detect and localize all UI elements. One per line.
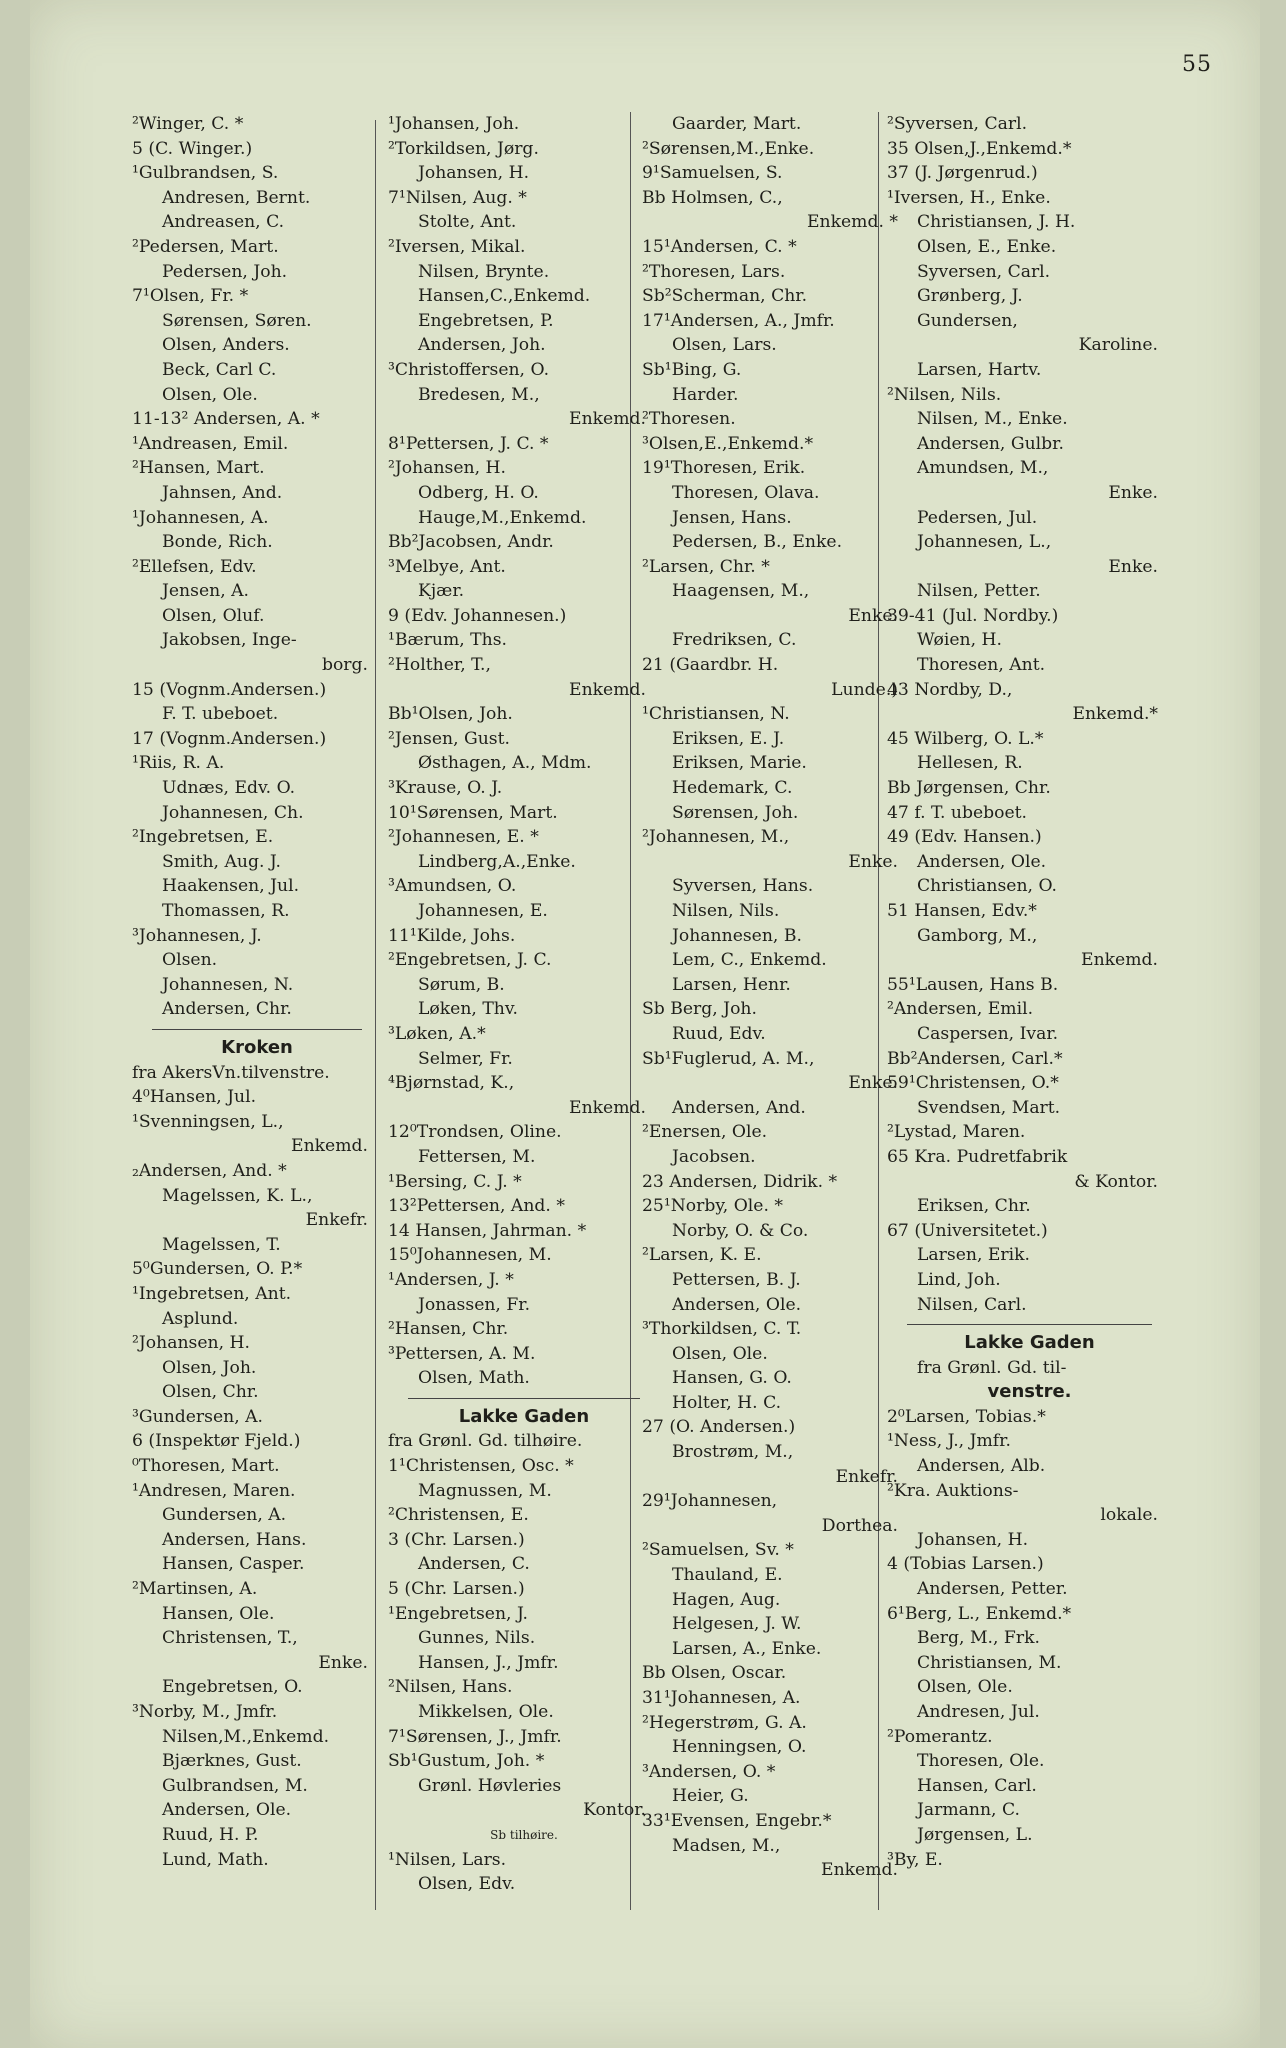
- directory-entry: Selmer, Fr.: [418, 1048, 513, 1069]
- directory-entry: Engebretsen, P.: [418, 310, 554, 331]
- directory-entry: Lund, Math.: [162, 1849, 269, 1870]
- directory-entry: ³Pettersen, A. M.: [388, 1343, 536, 1364]
- directory-entry: ²Hansen, Chr.: [388, 1319, 509, 1340]
- directory-entry: Hauge,M.,Enkemd.: [418, 507, 587, 528]
- directory-entry: Andresen, Bernt.: [162, 187, 311, 208]
- directory-entry: ²Johansen, H.: [132, 1333, 250, 1354]
- directory-entry: ²Pedersen, Mart.: [132, 236, 279, 257]
- directory-entry: Larsen, Henr.: [672, 974, 791, 995]
- directory-entry: Gulbrandsen, M.: [162, 1775, 308, 1796]
- directory-entry: ⁰Thoresen, Mart.: [132, 1456, 280, 1477]
- directory-entry: ¹Christiansen, N.: [642, 704, 790, 725]
- directory-entry: Johansen, H.: [917, 1529, 1029, 1550]
- directory-entry: Christiansen, O.: [917, 876, 1058, 897]
- directory-entry: Olsen, Joh.: [162, 1357, 257, 1378]
- directory-entry: Harder.: [672, 384, 739, 405]
- directory-entry: & Kontor.: [1074, 1171, 1158, 1192]
- directory-entry: Andersen, And.: [672, 1097, 806, 1118]
- directory-entry: 37 (J. Jørgenrud.): [887, 163, 1038, 184]
- directory-entry: Andersen, C.: [418, 1554, 530, 1575]
- directory-entry: fra Grønl. Gd. til-: [917, 1357, 1067, 1378]
- directory-entry: ¹Nilsen, Lars.: [388, 1849, 507, 1870]
- directory-entry: 12⁰Trondsen, Oline.: [388, 1122, 562, 1143]
- directory-entry: Henningsen, O.: [672, 1737, 807, 1758]
- directory-entry: Lindberg,A.,Enke.: [418, 851, 576, 872]
- directory-entry: Sørensen, Søren.: [162, 310, 312, 331]
- directory-entry: Enkefr.: [835, 1466, 898, 1487]
- directory-entry: Kjær.: [418, 581, 465, 602]
- directory-entry: Jakobsen, Inge-: [162, 630, 297, 651]
- directory-entry: 5 (Chr. Larsen.): [388, 1579, 525, 1600]
- directory-entry: ¹Bersing, C. J. *: [388, 1171, 522, 1192]
- directory-entry: 25¹Norby, Ole. *: [642, 1196, 783, 1217]
- directory-entry: ³Amundsen, O.: [388, 876, 517, 897]
- directory-entry: 17 (Vognm.Andersen.): [132, 728, 327, 749]
- directory-entry: ³Olsen,E.,Enkemd.*: [642, 433, 814, 454]
- directory-entry: ³By, E.: [887, 1849, 943, 1870]
- section-divider: [887, 1317, 1172, 1331]
- directory-entry: ⁴Bjørnstad, K.,: [388, 1073, 515, 1094]
- directory-entry: ²Christensen, E.: [388, 1505, 529, 1526]
- directory-entry: Olsen, E., Enke.: [917, 236, 1057, 257]
- directory-entry: 45 Wilberg, O. L.*: [887, 728, 1044, 749]
- directory-entry: Gundersen, A.: [162, 1505, 287, 1526]
- directory-entry: 65 Kra. Pudretfabrik: [887, 1146, 1068, 1167]
- directory-entry: Grønl. Høvleries: [418, 1775, 562, 1796]
- directory-entry: Olsen, Anders.: [162, 335, 290, 356]
- directory-entry: Larsen, A., Enke.: [672, 1638, 822, 1659]
- directory-entry: Jørgensen, L.: [917, 1824, 1033, 1845]
- directory-entry: ²Johannesen, M.,: [642, 827, 790, 848]
- directory-entry: Sb¹Bing, G.: [642, 359, 742, 380]
- directory-entry: Svendsen, Mart.: [917, 1097, 1061, 1118]
- directory-entry: 13²Pettersen, And. *: [388, 1196, 565, 1217]
- directory-entry: Holter, H. C.: [672, 1392, 782, 1413]
- directory-entry: ²Ellefsen, Edv.: [132, 556, 257, 577]
- directory-entry: Enkemd.: [291, 1136, 368, 1157]
- directory-entry: Pedersen, B., Enke.: [672, 532, 843, 553]
- directory-entry: Lunde.): [831, 679, 898, 700]
- directory-entry: Andersen, Chr.: [162, 999, 292, 1020]
- directory-entry: 15¹Andersen, C. *: [642, 236, 797, 257]
- directory-entry: Pedersen, Jul.: [917, 507, 1038, 528]
- directory-entry: 23 Andersen, Didrik. *: [642, 1171, 838, 1192]
- directory-entry: Norby, O. & Co.: [672, 1220, 809, 1241]
- directory-entry: ¹Iversen, H., Enke.: [887, 187, 1051, 208]
- directory-entry: venstre.: [987, 1381, 1072, 1403]
- directory-entry: ²Pomerantz.: [887, 1726, 993, 1747]
- directory-column-2: [388, 112, 660, 1897]
- directory-entry: Andersen, Ole.: [672, 1294, 802, 1315]
- directory-entry: Johansen, H.: [418, 163, 530, 184]
- directory-entry: 6¹Berg, L., Enkemd.*: [887, 1603, 1072, 1624]
- directory-entry: Enkemd.: [821, 1860, 898, 1881]
- directory-entry: Pettersen, B. J.: [672, 1269, 801, 1290]
- directory-entry: Sørensen, Joh.: [672, 802, 799, 823]
- directory-entry: Syversen, Hans.: [672, 876, 814, 897]
- directory-entry: Pedersen, Joh.: [162, 261, 288, 282]
- directory-entry: ¹Ingebretsen, Ant.: [132, 1283, 292, 1304]
- directory-entry: Bb¹Olsen, Joh.: [388, 704, 513, 725]
- directory-entry: 39-41 (Jul. Nordby.): [887, 605, 1059, 626]
- directory-entry: Eriksen, Chr.: [917, 1196, 1031, 1217]
- directory-entry: 3 (Chr. Larsen.): [388, 1529, 525, 1550]
- directory-entry: Olsen.: [162, 950, 218, 971]
- directory-entry: Hedemark, C.: [672, 778, 793, 799]
- directory-entry: 4⁰Hansen, Jul.: [132, 1087, 257, 1108]
- directory-entry: Hansen, Casper.: [162, 1554, 305, 1575]
- directory-entry: Jensen, A.: [162, 581, 249, 602]
- directory-entry: 51 Hansen, Edv.*: [887, 901, 1037, 921]
- directory-entry: Olsen, Edv.: [418, 1874, 516, 1895]
- directory-entry: Enke.: [848, 605, 898, 626]
- directory-entry: Enke.: [1108, 482, 1158, 503]
- directory-entry: ³Gundersen, A.: [132, 1406, 264, 1427]
- directory-entry: Enkemd.: [569, 1097, 646, 1118]
- directory-entry: Lind, Joh.: [917, 1269, 1001, 1290]
- directory-entry: Olsen, Chr.: [162, 1382, 259, 1403]
- directory-entry: Enkemd.: [569, 679, 646, 700]
- directory-entry: Jonassen, Fr.: [418, 1294, 531, 1315]
- directory-entry: ²Enersen, Ole.: [642, 1122, 768, 1143]
- directory-entry: Andreasen, C.: [162, 212, 285, 233]
- directory-entry: ²Kra. Auktions-: [887, 1480, 1019, 1501]
- directory-column-4: [887, 112, 1172, 1872]
- directory-entry: Bb Olsen, Oscar.: [642, 1663, 787, 1684]
- directory-entry: Østhagen, A., Mdm.: [418, 753, 592, 774]
- directory-entry: Thoresen, Olava.: [672, 482, 820, 503]
- directory-entry: ¹Johansen, Joh.: [388, 114, 520, 134]
- directory-entry: Odberg, H. O.: [418, 482, 539, 503]
- street-heading: Lakke Gaden: [458, 1405, 590, 1427]
- directory-entry: Johannesen, N.: [162, 974, 294, 995]
- directory-entry: Gaarder, Mart.: [672, 114, 802, 134]
- directory-entry: ¹Andreasen, Emil.: [132, 433, 289, 454]
- directory-entry: ³Løken, A.*: [388, 1023, 486, 1044]
- directory-entry: Fredriksen, C.: [672, 630, 797, 651]
- directory-entry: Enke.: [848, 1073, 898, 1094]
- directory-entry: Hellesen, R.: [917, 753, 1023, 774]
- directory-entry: Hagen, Aug.: [672, 1589, 781, 1610]
- directory-entry: 29¹Johannesen,: [642, 1491, 778, 1512]
- directory-entry: Andersen, Ole.: [917, 851, 1047, 872]
- directory-entry: ²Ingebretsen, E.: [132, 827, 274, 848]
- directory-entry: fra Grønl. Gd. tilhøire.: [388, 1431, 583, 1452]
- directory-entry: ²Syversen, Carl.: [887, 114, 1028, 134]
- directory-entry: Christiansen, M.: [917, 1652, 1062, 1673]
- directory-entry: ²Holther, T.,: [388, 655, 491, 676]
- directory-entry: Hansen,C.,Enkemd.: [418, 286, 591, 307]
- directory-entry: ¹Johannesen, A.: [132, 507, 269, 528]
- directory-entry: Olsen, Ole.: [917, 1677, 1013, 1698]
- directory-entry: 5 (C. Winger.): [132, 138, 253, 159]
- directory-entry: Løken, Thv.: [418, 999, 519, 1020]
- directory-entry: ²Nilsen, Nils.: [887, 384, 1002, 405]
- directory-entry: Madsen, M.,: [672, 1835, 781, 1856]
- directory-entry: Olsen, Math.: [418, 1368, 530, 1389]
- directory-entry: ¹Andersen, J. *: [388, 1269, 514, 1290]
- directory-entry: lokale.: [1100, 1505, 1158, 1526]
- directory-entry: 35 Olsen,J.,Enkemd.*: [887, 138, 1072, 159]
- directory-entry: Bb Jørgensen, Chr.: [887, 778, 1051, 799]
- directory-entry: Nilsen, Brynte.: [418, 261, 550, 282]
- directory-entry: ¹Andresen, Maren.: [132, 1480, 296, 1501]
- directory-entry: Olsen, Ole.: [672, 1343, 768, 1364]
- directory-column-3: [642, 112, 912, 1883]
- directory-entry: Eriksen, E. J.: [672, 728, 785, 749]
- directory-entry: Jensen, Hans.: [672, 507, 792, 528]
- directory-entry: ²Thoresen.: [642, 409, 736, 430]
- directory-entry: Hansen, Ole.: [162, 1603, 275, 1624]
- directory-entry: Haagensen, M.,: [672, 581, 810, 602]
- directory-entry: Enke.: [1108, 556, 1158, 577]
- directory-entry: ¹Ness, J., Jmfr.: [887, 1431, 1011, 1452]
- directory-entry: Andersen, Joh.: [418, 335, 546, 356]
- directory-entry: Nilsen,M.,Enkemd.: [162, 1726, 330, 1747]
- directory-entry: 67 (Universitetet.): [887, 1220, 1048, 1241]
- directory-entry: Bonde, Rich.: [162, 532, 273, 553]
- directory-entry: 1¹Christensen, Osc. *: [388, 1456, 574, 1477]
- directory-entry: ²Iversen, Mikal.: [388, 236, 526, 257]
- directory-entry: 9 (Edv. Johannesen.): [388, 605, 567, 626]
- directory-entry: 59¹Christensen, O.*: [887, 1073, 1059, 1094]
- directory-entry: ³Thorkildsen, C. T.: [642, 1319, 802, 1340]
- directory-entry: ₂Andersen, And. *: [132, 1160, 287, 1181]
- directory-entry: Udnæs, Edv. O.: [162, 778, 296, 799]
- directory-entry: Sb Berg, Joh.: [642, 999, 757, 1020]
- directory-entry: ³Norby, M., Jmfr.: [132, 1702, 278, 1722]
- directory-page: [30, 0, 1260, 2048]
- directory-entry: Engebretsen, O.: [162, 1677, 303, 1698]
- directory-entry: ²Larsen, Chr. *: [642, 556, 770, 577]
- directory-entry: Christiansen, J. H.: [917, 212, 1076, 233]
- directory-entry: Thauland, E.: [672, 1565, 783, 1586]
- directory-entry: Bredesen, M.,: [418, 384, 540, 405]
- directory-entry: 11¹Kilde, Johs.: [388, 925, 516, 946]
- directory-entry: Enke.: [848, 851, 898, 872]
- directory-entry: ²Martinsen, A.: [132, 1579, 258, 1600]
- directory-entry: ²Johannesen, E. *: [388, 827, 539, 848]
- directory-entry: ²Sørensen,M.,Enke.: [642, 138, 815, 159]
- directory-entry: Larsen, Erik.: [917, 1245, 1031, 1266]
- directory-entry: 5⁰Gundersen, O. P.*: [132, 1259, 303, 1280]
- directory-entry: Magelssen, K. L.,: [162, 1185, 313, 1206]
- directory-entry: Nilsen, Carl.: [917, 1294, 1027, 1315]
- directory-entry: ¹Gulbrandsen, S.: [132, 163, 279, 184]
- directory-entry: ¹Riis, R. A.: [132, 753, 225, 774]
- directory-entry: Kontor.: [583, 1800, 646, 1821]
- directory-entry: Thoresen, Ole.: [917, 1751, 1045, 1772]
- directory-entry: 19¹Thoresen, Erik.: [642, 458, 806, 479]
- directory-entry: ³Andersen, O. *: [642, 1761, 776, 1782]
- directory-entry: Bb²Andersen, Carl.*: [887, 1048, 1063, 1069]
- directory-entry: ¹Engebretsen, J.: [388, 1603, 528, 1624]
- directory-entry: ²Winger, C. *: [132, 114, 244, 134]
- directory-entry: Beck, Carl C.: [162, 359, 277, 380]
- directory-entry: Nilsen, Petter.: [917, 581, 1041, 602]
- directory-entry: Heier, G.: [672, 1786, 749, 1807]
- directory-entry: ²Hegerstrøm, G. A.: [642, 1712, 807, 1733]
- directory-entry: Dorthea.: [821, 1515, 898, 1536]
- directory-entry: 55¹Lausen, Hans B.: [887, 974, 1059, 995]
- directory-entry: 8¹Pettersen, J. C. *: [388, 433, 549, 454]
- street-heading: Kroken: [221, 1036, 293, 1058]
- directory-entry: ³Krause, O. J.: [388, 778, 503, 799]
- directory-entry: Magnussen, M.: [418, 1480, 552, 1501]
- directory-entry: ²Engebretsen, J. C.: [388, 950, 552, 971]
- directory-entry: 27 (O. Andersen.): [642, 1417, 796, 1438]
- directory-entry: Wøien, H.: [917, 630, 1002, 651]
- directory-entry: ²Lystad, Maren.: [887, 1122, 1026, 1143]
- directory-entry: 7¹Sørensen, J., Jmfr.: [388, 1726, 562, 1747]
- directory-entry: 17¹Andersen, A., Jmfr.: [642, 310, 835, 331]
- directory-entry: Enke.: [318, 1652, 368, 1673]
- directory-entry: Sørum, B.: [418, 974, 505, 995]
- directory-entry: Eriksen, Marie.: [672, 753, 807, 774]
- directory-entry: Larsen, Hartv.: [917, 359, 1042, 380]
- directory-entry: Bb²Jacobsen, Andr.: [388, 532, 554, 553]
- directory-entry: 31¹Johannesen, A.: [642, 1688, 801, 1708]
- directory-entry: Johannesen, Ch.: [162, 802, 304, 823]
- directory-entry: Fettersen, M.: [418, 1146, 536, 1167]
- directory-entry: 11-13² Andersen, A. *: [132, 409, 320, 430]
- directory-entry: ³Melbye, Ant.: [388, 556, 506, 577]
- directory-entry: Johannesen, L.,: [917, 532, 1052, 553]
- street-heading: Lakke Gaden: [964, 1332, 1095, 1354]
- page-number: 55: [1182, 52, 1212, 77]
- directory-entry: Sb¹Fuglerud, A. M.,: [642, 1048, 815, 1069]
- directory-entry: 15 (Vognm.Andersen.): [132, 679, 327, 700]
- directory-entry: 14 Hansen, Jahrman. *: [388, 1220, 587, 1241]
- directory-entry: Nilsen, M., Enke.: [917, 409, 1068, 430]
- directory-column-1: [132, 112, 382, 1872]
- directory-entry: Enkemd.: [569, 409, 646, 430]
- directory-entry: Enkemd.*: [1072, 704, 1158, 725]
- directory-entry: ²Nilsen, Hans.: [388, 1677, 513, 1698]
- directory-entry: Andersen, Hans.: [162, 1529, 307, 1550]
- directory-entry: Bjærknes, Gust.: [162, 1751, 302, 1772]
- directory-entry: Andersen, Ole.: [162, 1800, 292, 1821]
- directory-entry: Olsen, Ole.: [162, 384, 258, 405]
- directory-entry: 4 (Tobias Larsen.): [887, 1554, 1044, 1575]
- directory-entry: Sb¹Gustum, Joh. *: [388, 1751, 545, 1772]
- directory-entry: Syversen, Carl.: [917, 261, 1051, 282]
- directory-entry: Thoresen, Ant.: [917, 655, 1046, 676]
- directory-entry: 33¹Evensen, Engebr.*: [642, 1810, 832, 1831]
- directory-entry: Sb²Scherman, Chr.: [642, 286, 808, 307]
- directory-entry: Enkemd.: [1081, 950, 1158, 971]
- directory-entry: fra AkersVn.tilvenstre.: [132, 1062, 330, 1083]
- directory-entry: Andresen, Jul.: [917, 1702, 1040, 1722]
- directory-entry: Ruud, H. P.: [162, 1824, 259, 1845]
- directory-entry: borg.: [321, 655, 368, 676]
- directory-entry: Bb Holmsen, C.,: [642, 187, 783, 208]
- directory-entry: Sb tilhøire.: [490, 1827, 558, 1842]
- directory-entry: Nilsen, Nils.: [672, 901, 780, 921]
- directory-entry: Hansen, J., Jmfr.: [418, 1652, 559, 1673]
- directory-entry: Andersen, Alb.: [917, 1456, 1046, 1477]
- directory-entry: Olsen, Oluf.: [162, 605, 265, 626]
- directory-entry: Olsen, Lars.: [672, 335, 777, 356]
- directory-entry: Gunnes, Nils.: [418, 1628, 536, 1649]
- directory-entry: F. T. ubeboet.: [162, 704, 279, 725]
- directory-entry: Smith, Aug. J.: [162, 851, 281, 872]
- directory-entry: Gamborg, M.,: [917, 925, 1038, 946]
- section-divider: [388, 1391, 660, 1405]
- directory-entry: Stolte, Ant.: [418, 212, 517, 233]
- directory-entry: ³Johannesen, J.: [132, 925, 262, 946]
- directory-entry: Caspersen, Ivar.: [917, 1023, 1059, 1044]
- section-divider: [132, 1022, 382, 1036]
- directory-entry: Lem, C., Enkemd.: [672, 950, 827, 971]
- directory-entry: ³Christoffersen, O.: [388, 359, 550, 380]
- directory-entry: Hansen, Carl.: [917, 1775, 1037, 1796]
- directory-entry: 2⁰Larsen, Tobias.*: [887, 1406, 1046, 1427]
- directory-entry: 7¹Olsen, Fr. *: [132, 286, 249, 307]
- directory-entry: Karoline.: [1078, 335, 1158, 356]
- directory-entry: ²Johansen, H.: [388, 458, 506, 479]
- directory-entry: 43 Nordby, D.,: [887, 679, 1013, 700]
- directory-entry: ²Jensen, Gust.: [388, 728, 510, 749]
- directory-entry: ¹Svenningsen, L.,: [132, 1111, 284, 1132]
- directory-entry: Thomassen, R.: [162, 901, 290, 921]
- directory-entry: ²Larsen, K. E.: [642, 1245, 762, 1266]
- directory-entry: Grønberg, J.: [917, 286, 1023, 307]
- directory-entry: 9¹Samuelsen, S.: [642, 163, 783, 184]
- directory-entry: Jarmann, C.: [917, 1800, 1020, 1821]
- directory-entry: Enkefr.: [305, 1210, 368, 1231]
- directory-entry: Enkemd. *: [806, 212, 898, 233]
- directory-entry: 47 f. T. ubeboet.: [887, 802, 1028, 823]
- directory-entry: Andersen, Gulbr.: [917, 433, 1064, 454]
- directory-entry: Andersen, Petter.: [917, 1579, 1068, 1600]
- directory-entry: Mikkelsen, Ole.: [418, 1702, 554, 1722]
- directory-entry: 21 (Gaardbr. H.: [642, 655, 779, 676]
- directory-entry: Brostrøm, M.,: [672, 1442, 794, 1463]
- directory-entry: 6 (Inspektør Fjeld.): [132, 1431, 301, 1452]
- directory-entry: ²Torkildsen, Jørg.: [388, 138, 539, 159]
- directory-entry: Helgesen, J. W.: [672, 1614, 802, 1635]
- directory-entry: Haakensen, Jul.: [162, 876, 300, 897]
- directory-entry: ²Thoresen, Lars.: [642, 261, 786, 282]
- directory-entry: ²Andersen, Emil.: [887, 999, 1034, 1020]
- directory-entry: ²Samuelsen, Sv. *: [642, 1540, 794, 1561]
- directory-entry: Johannesen, E.: [418, 901, 548, 921]
- directory-entry: Johannesen, B.: [672, 925, 802, 946]
- directory-entry: 15⁰Johannesen, M.: [388, 1245, 552, 1266]
- directory-entry: Magelssen, T.: [162, 1234, 281, 1255]
- directory-entry: Asplund.: [162, 1308, 239, 1329]
- directory-entry: Jacobsen.: [672, 1146, 756, 1167]
- directory-entry: ²Hansen, Mart.: [132, 458, 265, 479]
- directory-entry: Ruud, Edv.: [672, 1023, 766, 1044]
- directory-entry: 49 (Edv. Hansen.): [887, 827, 1042, 848]
- directory-entry: 7¹Nilsen, Aug. *: [388, 187, 527, 208]
- directory-entry: Amundsen, M.,: [917, 458, 1049, 479]
- directory-entry: Jahnsen, And.: [162, 482, 283, 503]
- directory-entry: Gundersen,: [917, 310, 1018, 331]
- directory-entry: Hansen, G. O.: [672, 1368, 792, 1389]
- directory-entry: Christensen, T.,: [162, 1628, 298, 1649]
- directory-entry: Berg, M., Frk.: [917, 1628, 1040, 1649]
- directory-entry: 10¹Sørensen, Mart.: [388, 802, 558, 823]
- directory-entry: ¹Bærum, Ths.: [388, 630, 508, 651]
